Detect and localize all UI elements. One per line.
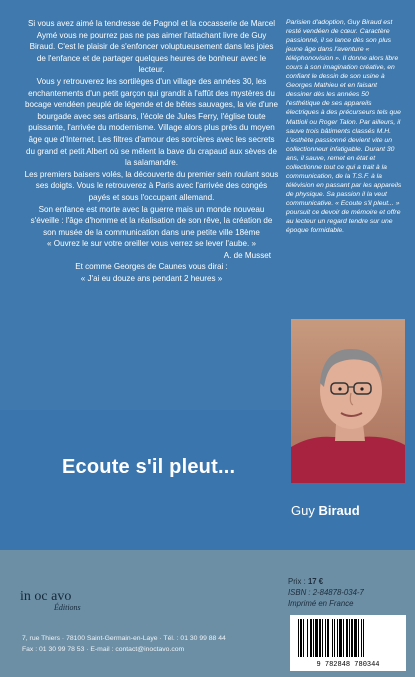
barcode-bar [339,619,342,657]
barcode-bar [346,619,348,657]
publisher-subtitle: Éditions [54,603,81,612]
blurb-paragraph-3: Les premiers baisers volés, la découverte du premier sein roulant sous ses doigts. Vous le retrouverez à Paris avec l'arrivée des congés payés et sous l'occupant allemand. [24,169,279,202]
barcode-bar [322,619,323,657]
barcode-bar [332,619,333,657]
barcode-bar [343,619,344,657]
barcode-bar [334,619,335,657]
price-info [288,576,364,609]
blurb-intro-line: Et comme Georges de Caunes vous dirai : [75,262,228,272]
author-first-name: Guy [291,503,315,518]
barcode-number: 9 782848 780344 [316,661,380,669]
barcode-bar [327,619,329,657]
main-blurb [24,18,279,285]
blurb-quote-line: « Ouvrez le sur votre oreiller vous verrez se lever l'aube. » [47,239,256,249]
barcode-bars [290,615,406,661]
barcode-bar [349,619,350,657]
barcode-bar [310,619,312,657]
barcode-bar [363,619,364,657]
barcode-bar [325,619,326,657]
barcode-bar [313,619,314,657]
publisher-logo [20,589,81,612]
address-line-2: Fax : 01 30 99 78 53 · E-mail : contact@inoctavo.com [22,646,185,653]
blurb-quote-author: A. de Musset [223,250,271,260]
price [288,576,364,587]
author-photo [291,319,405,483]
barcode-bar [298,619,299,657]
barcode-bar [300,619,302,657]
blurb-paragraph-2: Vous y retrouverez les sortilèges d'un village des années 30, les enchantements d'un petit garçon qui grandit à l'affût des mystères du bocage vendéen peuplé de légende et de bêtes sauvages, la vie d'une bourgade avec ses artisans, l'école de Jules Ferry, l'église toute puissante, l'arrivée du modernisme. Village alors plus près du moyen âge que d'Internet. Les filtres d'amour des sorcières avec les secrets du grand et petit Albert où se mêlent la bave du crapaud aux sèves de la salamandre. [24,76,279,168]
address-line-1: 7, rue Thiers · 78100 Saint-Germain-en-Laye · Tél. : 01 30 99 88 44 [22,635,226,642]
barcode-bar [351,619,353,657]
barcode-bar [307,619,308,657]
printed-in: Imprimé en France [288,599,354,608]
price-label: Prix : [288,577,306,586]
barcode-bar [315,619,318,657]
author-portrait-image [291,319,405,483]
barcode-bar [358,619,359,657]
barcode-bar [303,619,304,657]
author-biography: Parisien d'adoption, Guy Biraud est resté vendéen de cœur. Caractère passionné, il se lance dès son plus jeune âge dans l'aventure « téléphonovision ». Il donne alors libre cours à son imagination créative, en confiant le dessin de son usine à Georges Mathieu et en faisant dessiner dès les années 50 l'esthétique de ses appareils électriques à des précurseurs tels que Mattioli ou Roger Talon. Par ailleurs, il sauve trois bâtiments classés M.H. L'esthète passionné devient vite un collectionneur infatigable. Durant 30 ans, il sauve, remet en état et collectionne tout ce qui a trait à la communication, de la T.S.F. à la télévision en passant par les appareils de physique. Sa passion il la veut communicative. « Ecoute s'il pleut... » poursuit ce devoir de mémoire et offre au lecteur un regard tendre sur une époque formidable. [286,19,402,235]
barcode-bar [319,619,321,657]
author-name [291,503,360,518]
price-value: 17 € [307,577,324,586]
barcode-bar [337,619,338,657]
blurb-quote-2: « J'ai eu douze ans pendant 2 heures » [80,274,223,284]
blurb-paragraph-1: Si vous avez aimé la tendresse de Pagnol et la cocasserie de Marcel Aymé vous ne pourrez pas ne pas aimer l'attachant livre de Guy Biraud. C'est le plaisir de s'enfoncer voluptueusement dans les joies de l'enfance et de partager quelques heures de bonheur avec le lecteur. [28,19,275,75]
author-last-name: Biraud [318,503,360,518]
publisher-name: in oc avo [20,589,72,604]
publisher-address [22,633,226,655]
barcode-bar [354,619,357,657]
blurb-paragraph-4: Son enfance est morte avec la guerre mais un monde nouveau s'éveille : l'âge d'homme et la réalisation de son rêve, la création de son musée de la communication dans une petite ville 18ème [30,204,273,237]
barcode-bar [361,619,362,657]
book-title: Ecoute s'il pleut... [62,456,236,478]
barcode [290,615,406,671]
isbn: ISBN : 2-84878-034-7 [288,588,364,597]
